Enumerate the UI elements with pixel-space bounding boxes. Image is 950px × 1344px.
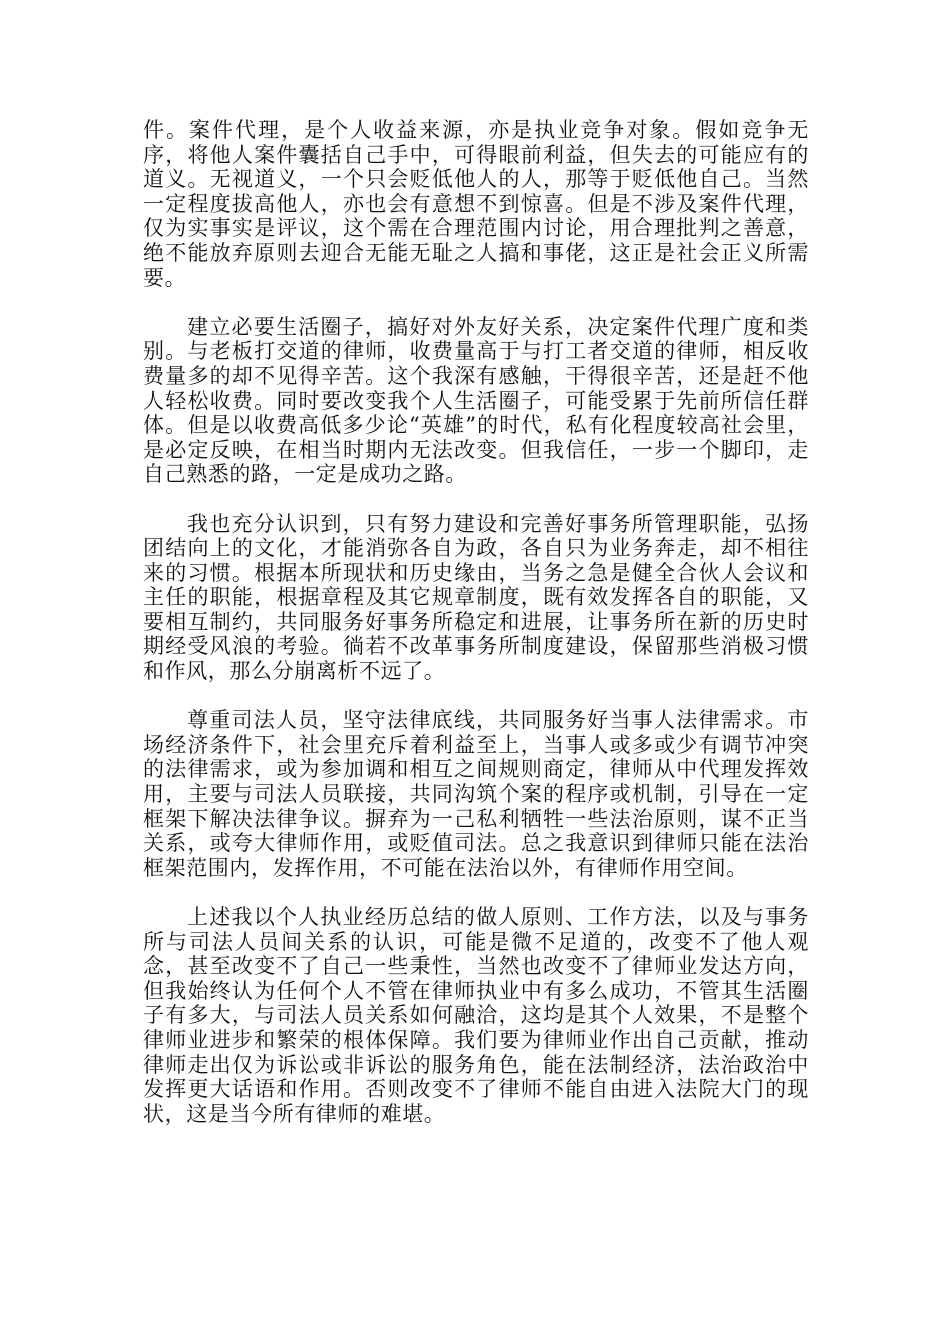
paragraph-firm-management: 我也充分认识到，只有努力建设和完善好事务所管理职能，弘扬团结向上的文化，才能消弥各自为政，各自只为业务奔走，却不相往来的习惯。根据本所现状和历史缘由，当务之急是健全合伙人会议和主任的职能，根据章程及其它规章制度，既有效发挥各自的职能，又要相互制约，共同服务好事务所稳定和进展，让事务所在新的历史时期经受风浪的考验。徜若不改革事务所制度建设，保留那些消极习惯和作风，那么分崩离析不远了。	[143, 511, 809, 684]
document-page	[143, 118, 809, 1151]
paragraph-social-circle: 建立必要生活圈子，搞好对外友好关系，决定案件代理广度和类别。与老板打交道的律师，收费量高于与打工者交道的律师，相反收费量多的却不见得辛苦。这个我深有感触，干得很辛苦，还是赶不他人轻松收费。同时要改变我个人生活圈子，可能受累于先前所信任群体。但是以收费高低多少论“英雄”的时代，私有化程度较高社会里，是必定反映，在相当时期内无法改变。但我信任，一步一个脚印，走自己熟悉的路，一定是成功之路。	[143, 314, 809, 487]
paragraph-conclusion: 上述我以个人执业经历总结的做人原则、工作方法，以及与事务所与司法人员间关系的认识，可能是微不足道的，改变不了他人观念，甚至改变不了自己一些秉性，当然也改变不了律师业发达方向，但我始终认为任何个人不管在律师执业中有多么成功，不管其生活圈子有多大，与司法人员关系如何融洽，这均是其个人效果，不是整个律师业进步和繁荣的根体保障。我们要为律师业作出自己贡献，推动律师走出仅为诉讼或非诉讼的服务角色，能在法制经济，法治政治中发挥更大话语和作用。否则改变不了律师不能自由进入法院大门的现状，这是当今所有律师的难堪。	[143, 905, 809, 1126]
paragraph-judicial-respect: 尊重司法人员，坚守法律底线，共同服务好当事人法律需求。市场经济条件下，社会里充斥着利益至上，当事人或多或少有调节冲突的法律需求，或为参加调和相互之间规则商定，律师从中代理发挥效用，主要与司法人员联接，共同沟筑个案的程序或机制，引导在一定框架下解决法律争议。摒弃为一己私利牺牲一些法治原则，谋不正当关系，或夸大律师作用，或贬值司法。总之我意识到律师只能在法治框架范围内，发挥作用，不可能在法治以外，有律师作用空间。	[143, 708, 809, 880]
paragraph-continuation: 件。案件代理，是个人收益来源，亦是执业竞争对象。假如竞争无序，将他人案件囊括自己手中，可得眼前利益，但失去的可能应有的道义。无视道义，一个只会贬低他人的人，那等于贬低他自己。当然一定程度拔高他人，亦也会有意想不到惊喜。但是不涉及案件代理，仅为实事实是评议，这个需在合理范围内讨论，用合理批判之善意，绝不能放弃原则去迎合无能无耻之人搞和事佬，这正是社会正义所需要。	[143, 118, 809, 290]
